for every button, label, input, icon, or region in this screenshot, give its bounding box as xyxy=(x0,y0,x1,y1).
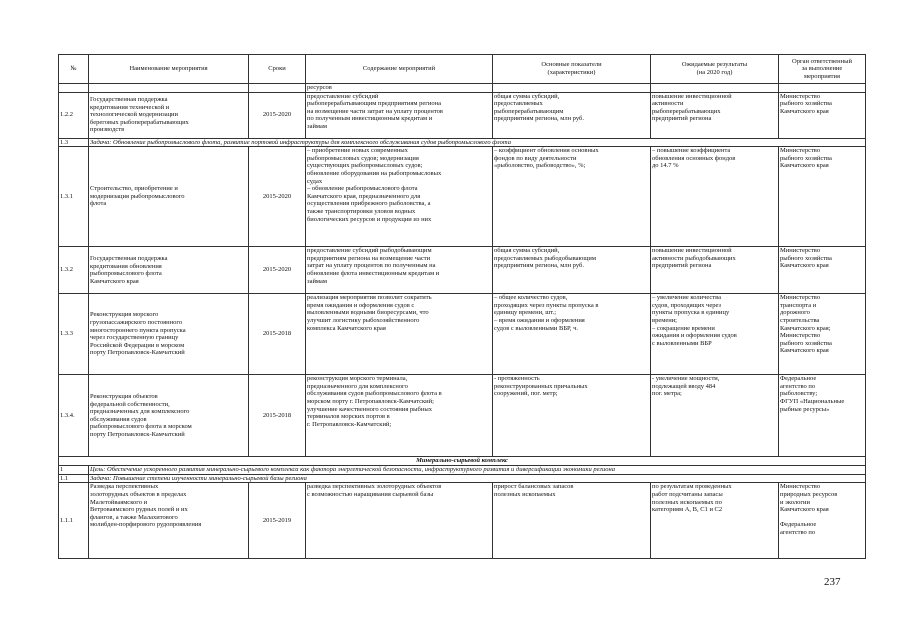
row-name: Государственная поддержка кредитования обновления рыбопромыслового флота Камчатского края xyxy=(89,247,249,294)
row-term: 2015-2018 xyxy=(249,294,306,375)
row-results: повышение инвестиционной активности рыбодобывающих предприятий региона xyxy=(651,247,779,294)
row-org: Министерство рыбного хозяйства Камчатского края xyxy=(779,147,866,247)
header-indicators: Основные показатели (характеристики) xyxy=(493,55,651,84)
table-row xyxy=(59,92,866,138)
page-number: 237 xyxy=(824,576,841,588)
row-name: Строительство, приобретение и модернизация рыбопромыслового флота xyxy=(89,147,249,247)
row-num: 1.3.2 xyxy=(59,247,89,294)
table-row xyxy=(59,483,866,559)
row-num: 1.2.2 xyxy=(59,92,89,138)
row-num: 1.3.3 xyxy=(59,294,89,375)
goal-row xyxy=(59,466,866,475)
row-org: Министерство рыбного хозяйства Камчатского края xyxy=(779,92,866,138)
row-content: – приобретение новых современных рыбопромысловых судов; модернизация существующих рыбопромысловых судов; обновление оборудования на рыбопромысловых судах – обновление рыбопромыслового флота Камчатского края, предназначенного для осуществления прибрежного рыболовства, а также транспортировки уловов водных биологических ресурсов и продукции из них xyxy=(306,147,493,247)
header-content: Содержание мероприятий xyxy=(306,55,493,84)
header-name: Наименование мероприятия xyxy=(89,55,249,84)
row-indicators: общая сумма субсидий, предоставляемых рыбодобывающим предприятиям региона, млн руб. xyxy=(493,247,651,294)
row-num: 1.3.1 xyxy=(59,147,89,247)
goal-text: Цель: Обеспечение ускоренного развития минерально-сырьевого комплекса как фактора энергетической безопасности, инфраструктурного развития и диверсификации экономики региона xyxy=(89,466,866,475)
row-results: повышение инвестиционной активности рыбоперерабатывающих предприятий региона xyxy=(651,92,779,138)
header-num: № xyxy=(59,55,89,84)
table-row xyxy=(59,294,866,375)
row-org: Федеральное агентство по рыболовству; ФГУП «Национальные рыбные ресурсы» xyxy=(779,375,866,457)
task-text: Задача: Обновление рыбопромыслового флота, развитие портовой инфраструктуры для комплексного обслуживания судов рыбопромыслового флота xyxy=(89,138,866,147)
header-row xyxy=(59,55,866,84)
row-num: 1.3.4. xyxy=(59,375,89,457)
row-indicators: – общее количество судов, проходящих через пункты пропуска в единицу времени, шт.; – время ожидания и оформления судов с выловленными ВБР, ч. xyxy=(493,294,651,375)
carry-over-text: ресурсов xyxy=(306,84,493,93)
row-content: предоставление субсидий рыбоперерабатывающим предприятиям региона на возмещение части затрат на уплату процентов по полученным инвестиционным кредитам и займам xyxy=(306,92,493,138)
row-content: разведка перспективных золоторудных объектов с возможностью наращивания сырьевой базы xyxy=(306,483,493,559)
row-indicators: общая сумма субсидий, предоставляемых рыбоперерабатывающим предприятиям региона, млн руб. xyxy=(493,92,651,138)
row-term: 2015-2019 xyxy=(249,483,306,559)
row-num: 1.1.1 xyxy=(59,483,89,559)
row-name: Реконструкция объектов федеральной собственности, предназначенных для комплексного обслуживания судов рыбопромыслового флота в морском порту Петропавловск-Камчатский xyxy=(89,375,249,457)
row-org: Министерство рыбного хозяйства Камчатского края xyxy=(779,247,866,294)
row-org: Министерство транспорта и дорожного строительства Камчатского края; Министерство рыбного хозяйства Камчатского края xyxy=(779,294,866,375)
row-term: 2015-2018 xyxy=(249,375,306,457)
row-num: 1.3 xyxy=(59,138,89,147)
row-indicators: - протяженность реконструированных причальных сооружений, пог. метр; xyxy=(493,375,651,457)
task-text: Задача: Повышение степени изученности минерально-сырьевой базы региона xyxy=(89,474,866,483)
row-content: предоставление субсидий рыбодобывающим предприятиям региона на возмещение части затрат на уплату процентов по полученным на обновление флота инвестиционным кредитам и займам xyxy=(306,247,493,294)
row-term: 2015-2020 xyxy=(249,147,306,247)
row-term: 2015-2020 xyxy=(249,247,306,294)
row-name: Разведка перспективных золоторудных объектов в пределах Малетойваямского и Ветроваямского рудных полей и их флангов, а также Малахитового молибден-порфирового рудопроявления xyxy=(89,483,249,559)
section-row xyxy=(59,457,866,466)
row-name: Реконструкция морского грузопассажирского постоянного многостороннего пункта пропуска через государственную границу Российской Федерации в морском порту Петропавловск-Камчатский xyxy=(89,294,249,375)
row-org: Министерство природных ресурсов и экологии Камчатского края Федеральное агентство по xyxy=(779,483,866,559)
row-num: 1 xyxy=(59,466,89,475)
row-num: 1.1 xyxy=(59,474,89,483)
row-content: реализация мероприятия позволит сократить время ожидания и оформления судов с выловленными водными биоресурсами, что улучшит логистику рыбохозяйственного комплекса Камчатского края xyxy=(306,294,493,375)
section-title: Минерально-сырьевой комплекс xyxy=(59,457,866,466)
row-results: по результатам проведенных работ подсчитаны запасы полезных ископаемых по категориям А, В, С1 и С2 xyxy=(651,483,779,559)
table-row xyxy=(59,375,866,457)
header-results: Ожидаемые результаты (на 2020 год) xyxy=(651,55,779,84)
row-indicators: прирост балансовых запасов полезных ископаемых xyxy=(493,483,651,559)
row-term: 2015-2020 xyxy=(249,92,306,138)
row-indicators: – коэффициент обновления основных фондов по виду деятельности «рыболовство, рыбоводство», %; xyxy=(493,147,651,247)
row-results: – увеличение количества судов, проходящих через пункты пропуска в единицу времени; – сокращение времени ожидания и оформления судов с выловленными ВБР xyxy=(651,294,779,375)
table-row xyxy=(59,247,866,294)
row-content: реконструкция морского терминала, предназначенного для комплексного обслуживания судов рыбопромыслового флота в морском порту г. Петропавловск-Камчатский; улучшение качественного состояния рыбных терминалов морских портов в г. Петропавловск-Камчатский; xyxy=(306,375,493,457)
measures-table xyxy=(58,54,866,559)
row-name: Государственная поддержка кредитования технической и технологической модернизации береговых рыбоперерабатывающих производств xyxy=(89,92,249,138)
task-row xyxy=(59,138,866,147)
table-row xyxy=(59,84,866,93)
task-row xyxy=(59,474,866,483)
header-org: Орган ответственный за выполнение мероприятия xyxy=(779,55,866,84)
row-results: - увеличение мощности, подлежащей вводу 484 пог. метра; xyxy=(651,375,779,457)
table-row xyxy=(59,147,866,247)
header-term: Сроки xyxy=(249,55,306,84)
row-results: – повышение коэффициента обновления основных фондов до 14.7 % xyxy=(651,147,779,247)
